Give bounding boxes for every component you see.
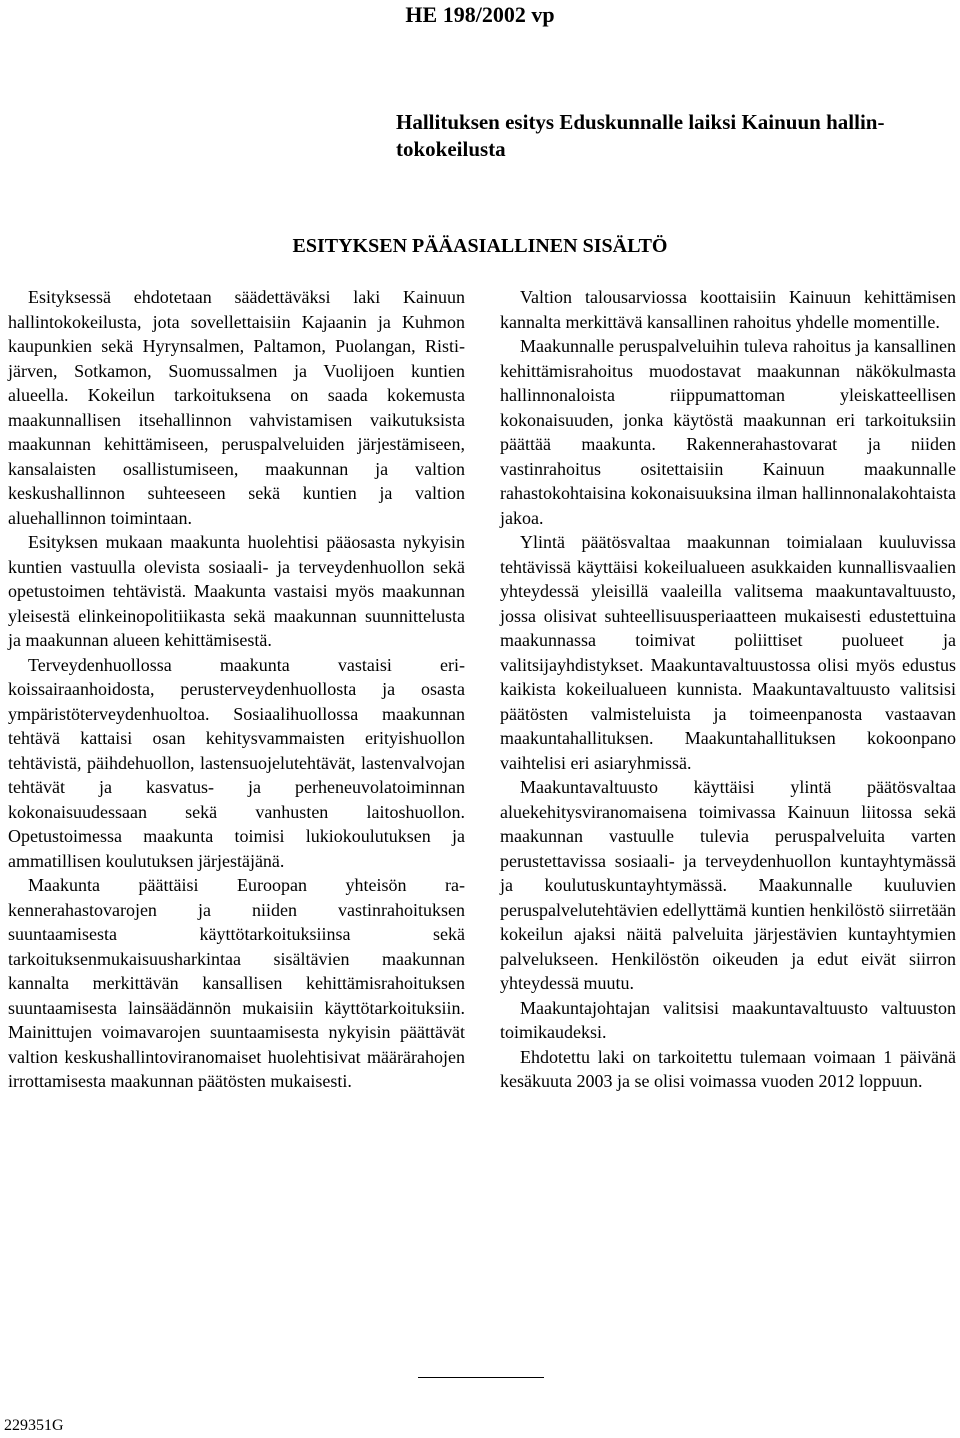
right-column bbox=[500, 285, 956, 1094]
paragraph: Maakuntajohtajan valitsisi maakuntavaltuusto valtuuston toimikaudeksi. bbox=[500, 997, 956, 1042]
document-number: HE 198/2002 vp bbox=[405, 2, 555, 27]
paragraph: Ehdotettu laki on tarkoitettu tulemaan voimaan 1 päivänä kesäkuuta 2003 ja se olisi voimassa vuoden 2012 loppuun. bbox=[500, 1046, 956, 1091]
document-title: Hallituksen esitys Eduskunnalle laiksi Kainuun hallintokokeilusta bbox=[396, 110, 885, 161]
document-code: 229351G bbox=[4, 1417, 64, 1434]
section-heading: ESITYKSEN PÄÄASIALLINEN SISÄLTÖ bbox=[292, 235, 668, 257]
paragraph: Maakuntavaltuusto käyttäisi ylintä päätösvaltaa aluekehitysviranomaisena toimivassa Kainuun liitossa sekä maakunnan vastuulle tulevia peruspalveluita varten perustettavissa sosiaali- ja terveydenhuollon kuntayhtymässä ja koulutuskuntayhtymässä. Maakunnalle kuuluvien peruspalvelutehtävien edellyttämä kuntien henkilöstö siirretään kokeilun ajaksi näitä palveluita järjestävien kuntayhtymien palvelukseen. Henkilöstön oikeuden ja edut eivät siirron yhteydessä muutu. bbox=[500, 777, 956, 993]
left-column bbox=[8, 285, 465, 1094]
separator-rule bbox=[418, 1377, 544, 1378]
paragraph: Ylintä päätösvaltaa maakunnan toimialaan kuuluvissa tehtävissä käyttäisi kokeilualueen asukkaiden kunnallisvaalien yhteydessä yleisillä vaaleilla valitsema maakuntavaltuusto, jossa olisivat suhteellisuusperiaatteen mukaisesti edustettuina maakunnassa toimivat poliittiset puolueet ja valitsijayhdistykset. Maakuntavaltuustossa olisi myös edustus kaikista kokeilualueen kunnista. Maakuntavaltuusto valitsisi päätösten valmisteluista ja toimeenpanosta vastaavan maakuntahallituksen. Maakuntahallituksen kokoonpano vaihtelisi eri asiaryhmissä. bbox=[500, 532, 956, 773]
paragraph: Valtion talousarviossa koottaisiin Kainuun kehittämisen kannalta merkittävä kansallinen rahoitus yhdelle momentille. bbox=[500, 287, 956, 332]
paragraph: Maakunnalle peruspalveluihin tuleva rahoitus ja kansallinen kehittämisrahoitus muodostavat maakunnan näkökulmasta hallinnonaloista riippumattoman yleiskatteellisen kokonaisuuden, jonka käytöstä maakunnan eri tarkoituksiin päättää maakunta. Rakennerahastovarat ja niiden vastinrahoitus ositettaisiin Kainuun maakunnalle rahastokohtaisina kokonaisuuksina ilman hallinnonalakohtaista jakoa. bbox=[500, 336, 956, 528]
paragraph: Esityksen mukaan maakunta huolehtisi pääosasta nykyisin kuntien vastuulla olevista sosiaali- ja terveydenhuollon sekä opetustoimen tehtävistä. Maakunta vastaisi myös maakunnan yleisestä elinkeinopolitiikasta sekä maakunnan suunnittelusta ja maakunnan alueen kehittämisestä. bbox=[8, 532, 465, 650]
paragraph: Terveydenhuollossa maakunta vastaisi erikoissairaanhoidosta, perusterveydenhuollosta ja osasta ympäristöterveydenhuoltoa. Sosiaalihuollossa maakunnan tehtävä kattaisi osan kehitysvammaisten erityishuollon tehtävistä, päihdehuollon, lastensuojelutehtävät, lastenvalvojan tehtävät ja kasvatus- ja perheneuvolatoiminnan kokonaisuudessaan sekä vanhusten laitoshuollon. Opetustoimessa maakunta toimisi lukiokoulutuksen ja ammatillisen koulutuksen järjestäjänä. bbox=[8, 654, 465, 871]
paragraph: Maakunta päättäisi Euroopan yhteisön rakennerahastovarojen ja niiden vastinrahoituksen suuntaamisesta käyttötarkoituksiinsa sekä tarkoituksenmukaisuusharkintaa sisältävien maakunnan kannalta merkittävän kansallisen kehittämisrahoituksen suuntaamisesta lainsäädännön mukaisiin käyttötarkoituksiin. Mainittujen voimavarojen suuntaamisesta nykyisin päättävät valtion keskushallintoviranomaiset huolehtisivat määrärahojen irrottamisesta maakunnan päätösten mukaisesti. bbox=[8, 875, 465, 1091]
paragraph: Esityksessä ehdotetaan säädettäväksi laki Kainuun hallintokokeilusta, jota sovellettaisiin Kajaanin ja Kuhmon kaupunkien sekä Hyrynsalmen, Paltamon, Puolangan, Ristijärven, Sotkamon, Suomussalmen ja Vuolijoen kuntien alueella. Kokeilun tarkoituksena on saada kokemusta maakunnallisen itsehallinnon vahvistamisen vaikutuksista maakunnan kehittämiseen, peruspalveluiden järjestämiseen, kansalaisten osallistumiseen, maakunnan ja valtion keskushallinnon suhteeseen sekä kuntien ja valtion aluehallinnon toimintaan. bbox=[8, 287, 465, 528]
